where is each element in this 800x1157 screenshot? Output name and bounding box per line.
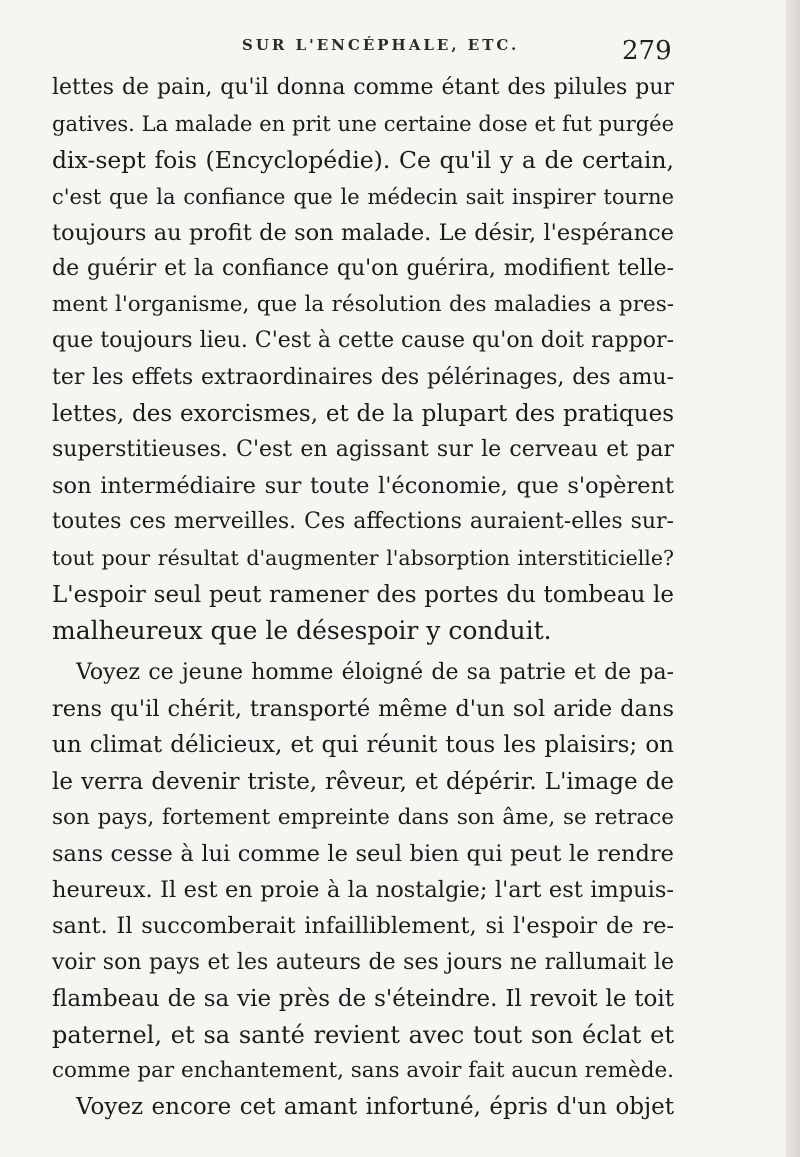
text-line: heureux. Il est en proie à la nostalgie; l'art est impuis-: [52, 877, 674, 904]
text-line: lettes, des exorcismes, et de la plupart des pratiques: [52, 400, 674, 427]
text-line: toujours au profit de son malade. Le désir, l'espérance: [52, 219, 674, 246]
text-line: malheureux que le désespoir y conduit.: [52, 615, 552, 645]
page-edge-shadow: [786, 0, 800, 1157]
text-line: tout pour résultat d'augmenter l'absorption interstiticielle?: [52, 546, 674, 571]
text-line: gatives. La malade en prit une certaine dose et fut purgée: [52, 112, 674, 137]
text-line: que toujours lieu. C'est à cette cause qu'on doit rappor-: [52, 328, 674, 354]
text-line: rens qu'il chérit, transporté même d'un sol aride dans: [52, 696, 674, 723]
text-line: dix-sept fois (Encyclopédie). Ce qu'il y a de certain,: [52, 146, 674, 175]
text-line: superstitieuses. C'est en agissant sur le cerveau et par: [52, 436, 674, 462]
text-line: toutes ces merveilles. Ces affections auraient-elles sur-: [52, 509, 674, 535]
running-head: SUR L'ENCÉPHALE, ETC.: [242, 36, 520, 54]
text-line: lettes de pain, qu'il donna comme étant des pilules pur: [52, 75, 674, 100]
text-line: voir son pays et les auteurs de ses jours ne rallumait le: [52, 949, 674, 975]
text-line: un climat délicieux, et qui réunit tous les plaisirs; on: [52, 732, 674, 759]
text-line: sans cesse à lui comme le seul bien qui peut le rendre: [52, 840, 674, 867]
text-line: L'espoir seul peut ramener des portes du tombeau le: [52, 581, 674, 608]
text-line: son intermédiaire sur toute l'économie, que s'opèrent: [52, 473, 674, 500]
text-line: Voyez encore cet amant infortuné, épris d'un objet: [76, 1094, 674, 1121]
text-line: de guérir et la confiance qu'on guérira, modifient telle-: [52, 255, 674, 281]
text-line: flambeau de sa vie près de s'éteindre. Il revoit le toit: [52, 985, 674, 1012]
text-line: c'est que la confiance que le médecin sait inspirer tourne: [52, 184, 674, 209]
body-text: [52, 70, 674, 1125]
text-line: son pays, fortement empreinte dans son âme, se retrace: [52, 804, 674, 830]
text-line: ment l'organisme, que la résolution des maladies a pres-: [52, 292, 674, 318]
text-line: Voyez ce jeune homme éloigné de sa patrie et de pa-: [76, 660, 674, 685]
text-line: le verra devenir triste, rêveur, et dépérir. L'image de: [52, 768, 674, 795]
text-line: comme par enchantement, sans avoir fait aucun remède.: [52, 1058, 675, 1084]
page-number: 279: [622, 36, 672, 66]
text-line: ter les effets extraordinaires des pélérinages, des amu-: [52, 364, 674, 390]
text-line: paternel, et sa santé revient avec tout son éclat et: [52, 1020, 674, 1049]
text-line: sant. Il succomberait infailliblement, si l'espoir de re-: [52, 913, 674, 940]
